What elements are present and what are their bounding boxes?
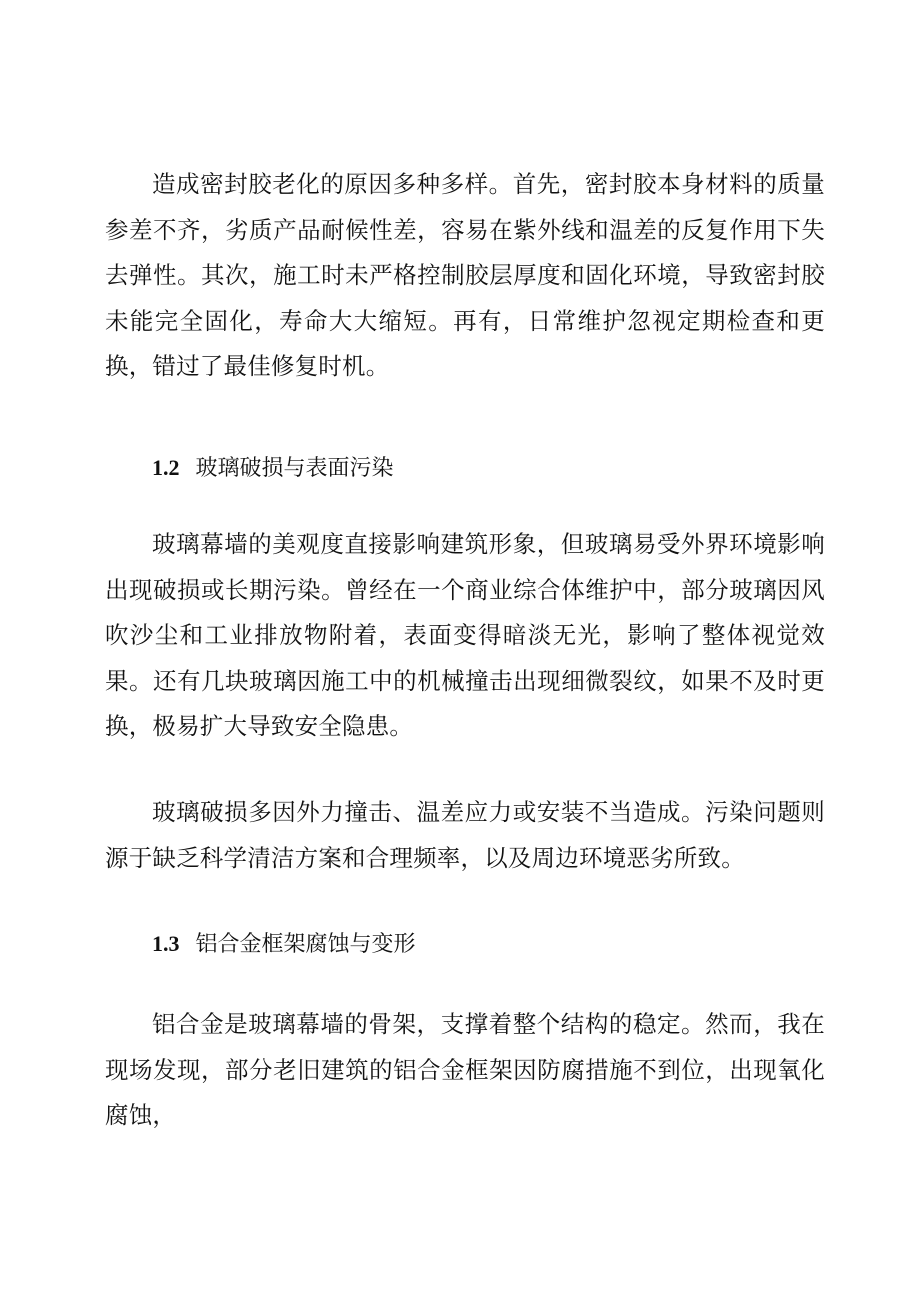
section-number: 1.3 xyxy=(152,931,180,956)
section-title: 铝合金框架腐蚀与变形 xyxy=(195,932,416,957)
paragraph-glass-damage: 玻璃幕墙的美观度直接影响建筑形象，但玻璃易受外界环境影响出现破损或长期污染。曾经在一个商业综合体维护中，部分玻璃因风吹沙尘和工业排放物附着，表面变得暗淡无光，影响了整体视觉效果。还有几块玻璃因施工中的机械撞击出现细微裂纹，如果不及时更换，极易扩大导致安全隐患。 xyxy=(105,530,825,740)
paragraph-glass-damage-causes: 玻璃破损多因外力撞击、温差应力或安装不当造成。污染问题则源于缺乏科学清洁方案和合理频率，以及周边环境恶劣所致。 xyxy=(105,798,825,872)
section-heading-1-2 xyxy=(152,452,394,485)
paragraph-sealant-aging-causes: 造成密封胶老化的原因多种多样。首先，密封胶本身材料的质量参差不齐，劣质产品耐候性差，容易在紫外线和温差的反复作用下失去弹性。其次，施工时未严格控制胶层厚度和固化环境，导致密封胶未能完全固化，寿命大大缩短。再有，日常维护忽视定期检查和更换，错过了最佳修复时机。 xyxy=(105,170,825,380)
paragraph-aluminum-frame: 铝合金是玻璃幕墙的骨架，支撑着整个结构的稳定。然而，我在现场发现，部分老旧建筑的铝合金框架因防腐措施不到位，出现氧化腐蚀， xyxy=(105,1010,825,1129)
section-title: 玻璃破损与表面污染 xyxy=(195,456,394,481)
section-number: 1.2 xyxy=(152,455,180,480)
section-heading-1-3 xyxy=(152,928,416,961)
